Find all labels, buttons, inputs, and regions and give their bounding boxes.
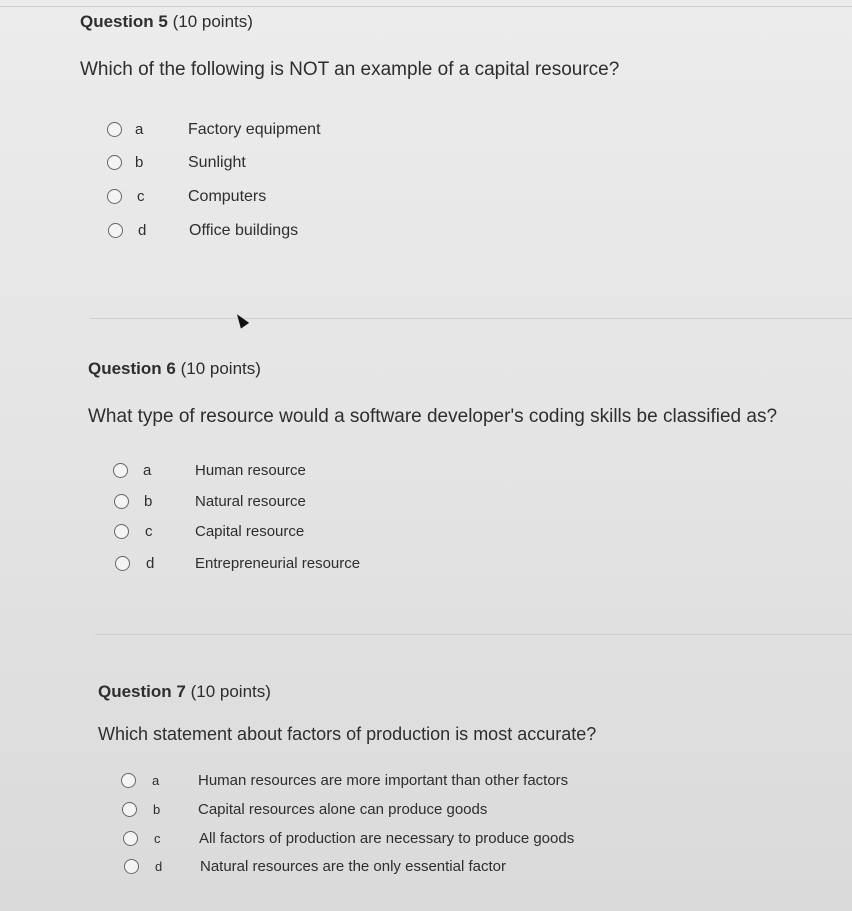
question-7-prompt: Which statement about factors of production is most accurate?	[98, 724, 597, 744]
divider	[90, 318, 852, 319]
option-7d[interactable]	[124, 858, 506, 875]
option-7a[interactable]	[121, 772, 569, 789]
radio-button[interactable]	[113, 463, 128, 478]
option-letter: d	[146, 555, 155, 572]
option-text: Capital resources alone can produce goods	[198, 801, 488, 818]
question-6-title: Question 6 (10 points)	[88, 359, 261, 378]
divider	[95, 634, 852, 635]
option-letter: a	[135, 121, 144, 138]
option-letter: d	[138, 222, 147, 239]
option-text: Natural resource	[195, 493, 306, 510]
option-letter: c	[137, 188, 145, 205]
radio-button[interactable]	[124, 859, 139, 874]
option-text: Factory equipment	[188, 120, 321, 138]
radio-button[interactable]	[107, 155, 122, 170]
option-text: Capital resource	[195, 523, 305, 540]
radio-button[interactable]	[123, 831, 138, 846]
option-5c[interactable]	[107, 187, 267, 205]
option-6d[interactable]	[115, 555, 361, 572]
radio-button[interactable]	[122, 802, 137, 817]
option-6c[interactable]	[114, 523, 305, 540]
option-6b[interactable]	[114, 493, 306, 510]
question-7-title: Question 7 (10 points)	[98, 682, 271, 701]
option-text: Sunlight	[188, 153, 246, 171]
radio-button[interactable]	[108, 223, 123, 238]
radio-button[interactable]	[107, 122, 122, 137]
option-text: Computers	[188, 187, 267, 205]
option-letter: b	[153, 802, 161, 817]
top-divider	[0, 6, 852, 7]
option-letter: a	[143, 462, 152, 479]
radio-button[interactable]	[115, 556, 130, 571]
option-letter: c	[145, 523, 153, 540]
option-5b[interactable]	[107, 153, 246, 171]
radio-button[interactable]	[107, 189, 122, 204]
radio-button[interactable]	[114, 494, 129, 509]
option-7c[interactable]	[123, 830, 575, 847]
radio-button[interactable]	[121, 773, 136, 788]
option-7b[interactable]	[122, 801, 488, 818]
question-6-prompt: What type of resource would a software developer's coding skills be classified as?	[88, 406, 778, 427]
question-5-title: Question 5 (10 points)	[80, 12, 253, 31]
mouse-cursor	[233, 311, 249, 328]
option-5a[interactable]	[107, 120, 321, 138]
option-5d[interactable]	[108, 221, 299, 239]
option-letter: b	[135, 154, 144, 171]
option-letter: d	[155, 859, 163, 874]
radio-button[interactable]	[114, 524, 129, 539]
option-letter: a	[152, 773, 160, 788]
option-letter: c	[154, 831, 161, 846]
option-text: Office buildings	[189, 221, 299, 239]
option-text: Natural resources are the only essential factor	[200, 858, 506, 875]
option-6a[interactable]	[113, 462, 306, 479]
option-letter: b	[144, 493, 153, 510]
question-5-prompt: Which of the following is NOT an example of a capital resource?	[80, 59, 620, 80]
option-text: Entrepreneurial resource	[195, 555, 361, 572]
option-text: Human resources are more important than other factors	[198, 772, 569, 789]
option-text: Human resource	[195, 462, 306, 479]
option-text: All factors of production are necessary to produce goods	[199, 830, 575, 847]
